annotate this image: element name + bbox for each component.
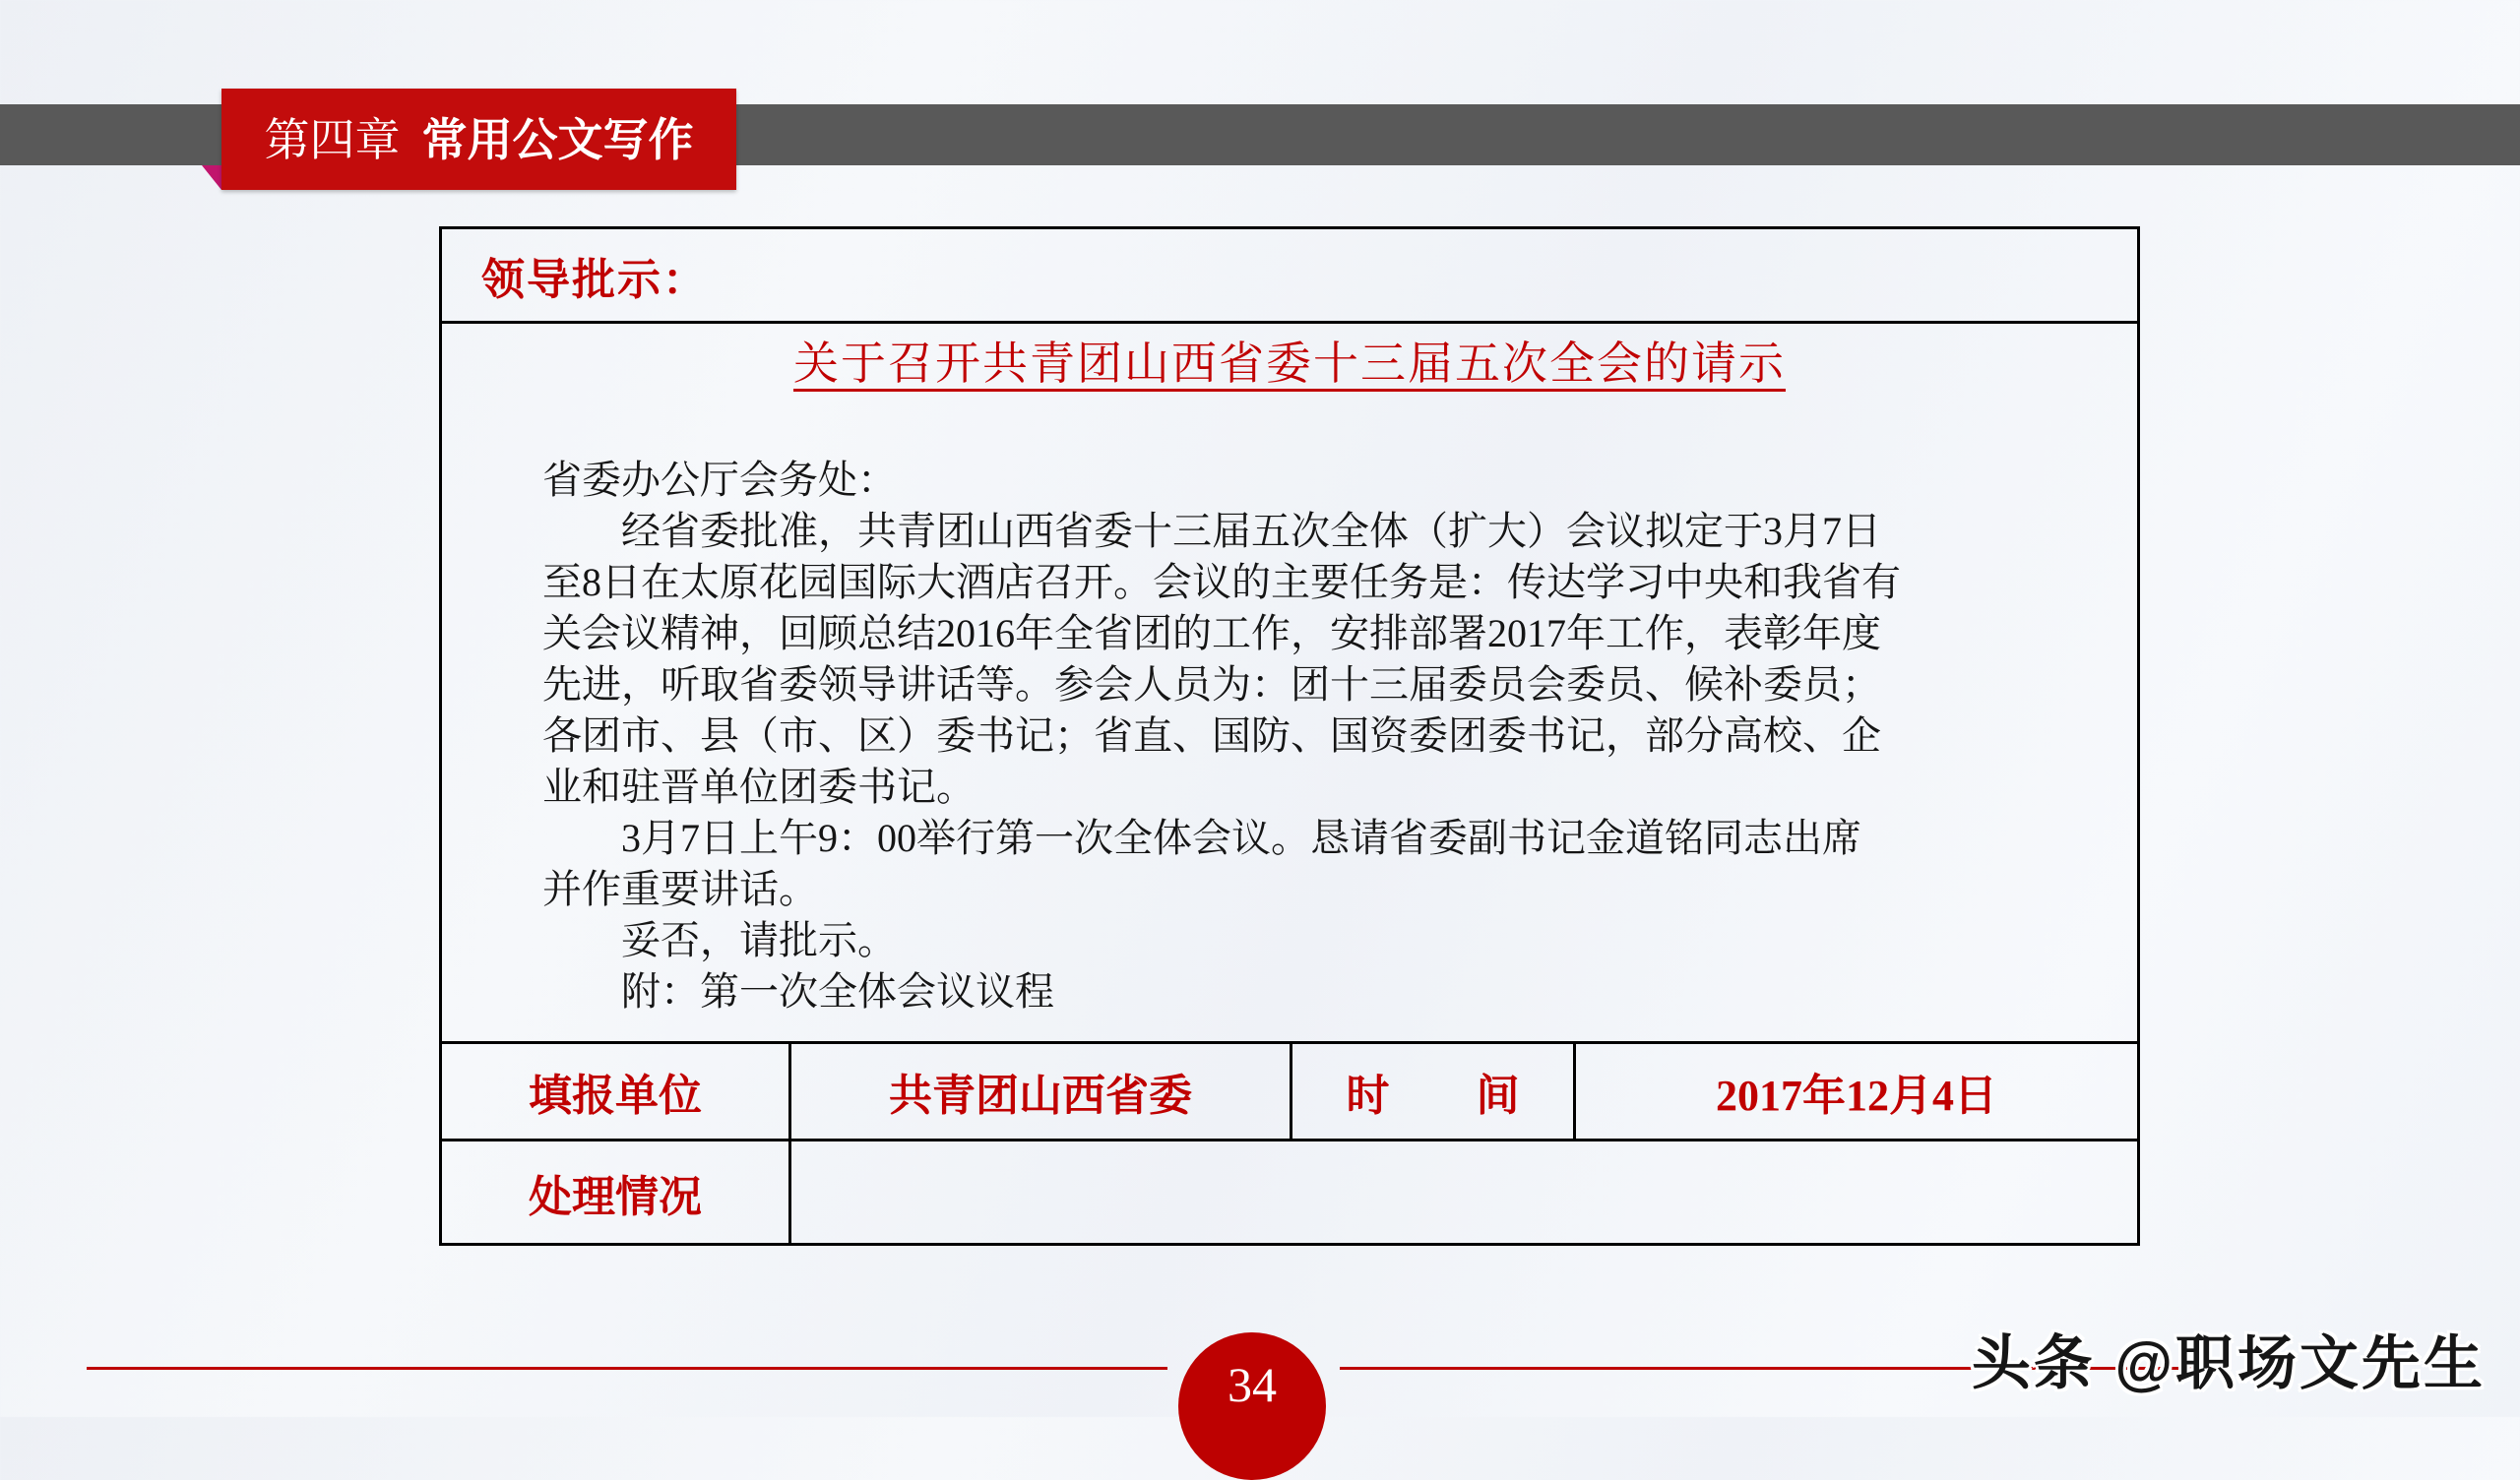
- document-line: 先进，听取省委领导讲话等。参会人员为：团十三届委员会委员、候补委员；: [542, 662, 1881, 707]
- time-value-cell: 2017年12月4日: [1716, 1072, 1997, 1120]
- document-line: 关会议精神，回顾总结2016年全省团的工作，安排部署2017年工作，表彰年度: [542, 611, 1881, 655]
- leader-note-row: [442, 229, 2137, 324]
- chapter-number: 第四章: [264, 113, 401, 165]
- document-line: 经省委批准，共青团山西省委十三届五次全体（扩大）会议拟定于3月7日: [542, 509, 1881, 553]
- chapter-banner: [221, 89, 736, 190]
- page-number-badge: [1178, 1332, 1326, 1480]
- page-number: 34: [1228, 1357, 1277, 1412]
- report-unit-label-cell: 填报单位: [442, 1044, 791, 1139]
- document-line: 3月7日上午9：00举行第一次全体会议。恳请省委副书记金道铭同志出席: [542, 816, 1861, 860]
- handling-row: [442, 1141, 2137, 1243]
- document-line: 各团市、县（市、区）委书记；省直、国防、国资委团委书记，部分高校、企: [542, 713, 1881, 758]
- handling-label-cell: 处理情况: [442, 1141, 791, 1243]
- watermark: 头条 @职场文先生: [1971, 1330, 2486, 1396]
- document-body: [442, 455, 2137, 1018]
- banner-fold: [202, 165, 221, 190]
- document-line: 省委办公厅会务处：: [542, 458, 897, 502]
- document-line: 业和驻晋单位团委书记。: [542, 765, 976, 809]
- document-title: 关于召开共青团山西省委十三届五次全会的请示: [793, 339, 1786, 389]
- report-unit-value-cell: 共青团山西省委: [791, 1044, 1292, 1139]
- chapter-title: 常用公文写作: [421, 113, 694, 165]
- document-line: 并作重要讲话。: [542, 867, 818, 911]
- handling-value-cell: [791, 1141, 2137, 1243]
- document-line: 附：第一次全体会议议程: [542, 969, 1054, 1014]
- approval-form-table: [439, 226, 2140, 1246]
- time-label-cell: 时 间: [1292, 1044, 1576, 1139]
- document-line: 至8日在太原花园国际大酒店召开。会议的主要任务是：传达学习中央和我省有: [542, 560, 1901, 604]
- document-row: [442, 324, 2137, 1044]
- footer-rule-left: [87, 1367, 1167, 1370]
- meta-row: [442, 1044, 2137, 1141]
- document-line: 妥否，请批示。: [542, 918, 897, 962]
- leader-note-label: 领导批示：: [481, 255, 708, 304]
